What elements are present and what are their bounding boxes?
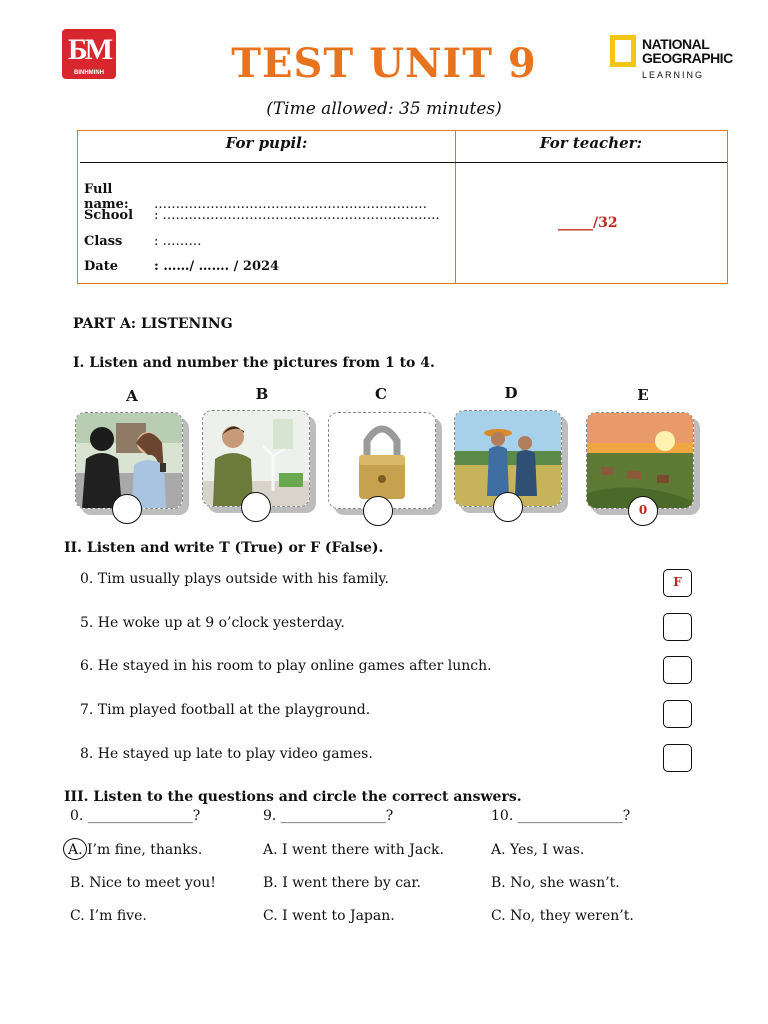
time-allowed: (Time allowed: 35 minutes) <box>266 99 502 119</box>
picture-label-e: E <box>637 386 649 404</box>
tf-item-7: 7. Tim played football at the playground. <box>80 702 371 718</box>
option-10-b[interactable]: B. No, she wasn’t. <box>491 875 620 891</box>
section-1-heading: I. Listen and number the pictures from 1 to 4. <box>73 355 435 371</box>
question-9: 9. _______________? <box>263 808 394 824</box>
tf-item-5: 5. He woke up at 9 o’clock yesterday. <box>80 615 345 631</box>
picture-label-a: A <box>126 387 138 405</box>
tf-answer-box-5[interactable] <box>663 613 692 641</box>
tf-item-0: 0. Tim usually plays outside with his family. <box>80 571 389 587</box>
picture-label-d: D <box>504 384 518 402</box>
score-field[interactable]: _____/32 <box>558 215 618 231</box>
section-2-heading: II. Listen and write T (True) or F (False). <box>64 540 384 556</box>
question-10: 10. _______________? <box>491 808 631 824</box>
bm-logo-mark: ƂM <box>67 33 111 66</box>
option-10-a[interactable]: A. Yes, I was. <box>491 842 585 858</box>
natgeo-logo-icon <box>610 35 636 67</box>
picture-label-c: C <box>375 385 387 403</box>
teacher-header: For teacher: <box>539 134 643 152</box>
picture-c-padlock <box>328 412 436 509</box>
number-circle-a[interactable] <box>112 494 142 524</box>
option-9-c[interactable]: C. I went to Japan. <box>263 908 395 924</box>
picture-e-village-sunset <box>586 412 694 509</box>
table-divider <box>455 131 456 283</box>
full-name-row[interactable]: Full name: ……………………………………………………… <box>84 182 427 212</box>
date-row[interactable]: Date : ……/ ……. / 2024 <box>84 259 280 274</box>
number-circle-e[interactable]: 0 <box>628 496 658 526</box>
number-circle-c[interactable] <box>363 496 393 526</box>
picture-label-b: B <box>255 385 269 403</box>
bm-logo-text: BINHMINH <box>74 70 104 76</box>
option-0-a[interactable]: A. I’m fine, thanks. <box>68 842 203 858</box>
tf-answer-box-8[interactable] <box>663 744 692 772</box>
number-circle-b[interactable] <box>241 492 271 522</box>
part-a-heading: PART A: LISTENING <box>73 316 233 332</box>
option-9-b[interactable]: B. I went there by car. <box>263 875 421 891</box>
option-10-c[interactable]: C. No, they weren’t. <box>491 908 634 924</box>
option-0-b[interactable]: B. Nice to meet you! <box>70 875 216 891</box>
option-9-a[interactable]: A. I went there with Jack. <box>263 842 444 858</box>
class-row[interactable]: Class : ……… <box>84 234 202 249</box>
table-divider <box>80 162 727 163</box>
number-circle-d[interactable] <box>493 492 523 522</box>
question-0: 0. _______________? <box>70 808 201 824</box>
tf-item-8: 8. He stayed up late to play video games. <box>80 746 373 762</box>
natgeo-logo-sub: LEARNING <box>642 70 705 80</box>
tf-answer-box-0[interactable]: F <box>663 569 692 597</box>
natgeo-logo-text: NATIONAL GEOGRAPHIC <box>642 36 733 66</box>
tf-answer-box-6[interactable] <box>663 656 692 684</box>
school-row[interactable]: School : ………………………………………………………. <box>84 208 440 223</box>
info-table <box>77 130 728 284</box>
page-title: TEST UNIT 9 <box>231 40 537 87</box>
option-0-c[interactable]: C. I’m five. <box>70 908 147 924</box>
tf-item-6: 6. He stayed in his room to play online games after lunch. <box>80 658 492 674</box>
pupil-header: For pupil: <box>225 134 308 152</box>
section-3-heading: III. Listen to the questions and circle the correct answers. <box>64 789 522 805</box>
tf-answer-box-7[interactable] <box>663 700 692 728</box>
